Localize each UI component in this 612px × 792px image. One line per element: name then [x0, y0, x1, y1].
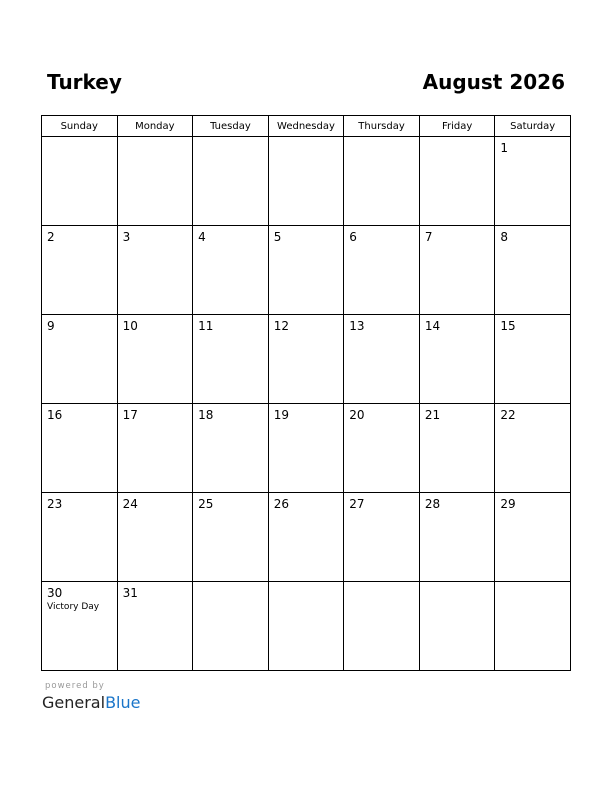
- day-cell: [117, 137, 193, 226]
- day-number: 18: [198, 408, 214, 422]
- day-cell: [495, 404, 571, 493]
- brand-general-text: General: [42, 693, 106, 712]
- week-row: [42, 137, 571, 226]
- day-cell: [117, 582, 193, 671]
- day-cell: [117, 493, 193, 582]
- day-cell: [344, 493, 420, 582]
- day-cell: [344, 315, 420, 404]
- day-number: 29: [500, 497, 516, 511]
- day-number: [495, 582, 570, 585]
- week-row: [42, 404, 571, 493]
- day-cell: [193, 315, 269, 404]
- day-cell: [193, 404, 269, 493]
- day-cell: [193, 137, 269, 226]
- day-cell: [419, 226, 495, 315]
- day-number: 9: [47, 319, 55, 333]
- weekday-header: Saturday: [495, 116, 571, 137]
- calendar-grid: [41, 115, 571, 671]
- day-cell: [193, 493, 269, 582]
- day-cell: [42, 582, 118, 671]
- day-number: 3: [122, 230, 131, 244]
- day-cell: [268, 226, 344, 315]
- country-title: Turkey: [47, 70, 122, 94]
- day-number: 21: [424, 408, 441, 422]
- day-number: [344, 582, 419, 585]
- day-cell: [42, 137, 118, 226]
- day-number: 19: [273, 408, 289, 422]
- day-cell: [42, 315, 118, 404]
- week-row: [42, 315, 571, 404]
- day-cell: [344, 137, 420, 226]
- day-number: 28: [424, 497, 441, 511]
- day-number: 1: [500, 141, 509, 155]
- day-number: 22: [500, 408, 516, 422]
- day-cell: [419, 137, 495, 226]
- day-cell: [42, 226, 118, 315]
- day-cell: [268, 315, 344, 404]
- day-number: 31: [122, 586, 138, 600]
- day-number: 24: [122, 497, 138, 511]
- day-number: 27: [349, 497, 365, 511]
- day-number: 8: [500, 230, 509, 244]
- day-number: [193, 582, 268, 585]
- day-cell: [117, 404, 193, 493]
- day-cell: [117, 315, 193, 404]
- day-cell: [344, 226, 420, 315]
- day-number: 6: [349, 230, 357, 244]
- day-number: 20: [349, 408, 365, 422]
- day-cell: [42, 493, 118, 582]
- generalblue-logo: [42, 693, 140, 712]
- weekday-header: Thursday: [344, 116, 420, 137]
- day-number: 4: [198, 230, 206, 244]
- day-cell: [495, 226, 571, 315]
- weekday-header-row: [42, 116, 571, 137]
- day-cell: [117, 226, 193, 315]
- day-cell: [344, 582, 420, 671]
- day-cell: [193, 582, 269, 671]
- day-cell: [419, 315, 495, 404]
- day-number: 30: [47, 586, 63, 600]
- weekday-header: Wednesday: [268, 116, 344, 137]
- brand-blue-text: Blue: [105, 693, 141, 712]
- day-number: 17: [122, 408, 138, 422]
- day-number: 26: [273, 497, 289, 511]
- day-cell: [419, 493, 495, 582]
- day-number: [269, 582, 344, 585]
- day-number: 25: [198, 497, 214, 511]
- day-cell: [268, 404, 344, 493]
- day-cell: [419, 582, 495, 671]
- weekday-header: Sunday: [42, 116, 118, 137]
- weekday-header: Tuesday: [193, 116, 269, 137]
- holiday-label: Victory Day: [47, 602, 100, 612]
- day-cell: [495, 315, 571, 404]
- day-number: 10: [122, 319, 138, 333]
- day-cell: [419, 404, 495, 493]
- day-number: 7: [424, 230, 433, 244]
- day-number: 16: [47, 408, 63, 422]
- day-number: [193, 137, 268, 140]
- day-number: 13: [349, 319, 365, 333]
- weekday-header: Friday: [419, 116, 495, 137]
- day-cell: [268, 137, 344, 226]
- footer-branding: [42, 681, 140, 712]
- calendar-header: [41, 70, 571, 100]
- day-number: [118, 137, 193, 140]
- powered-by-text: powered by: [45, 681, 105, 691]
- day-cell: [268, 493, 344, 582]
- day-number: 14: [424, 319, 441, 333]
- day-number: [269, 137, 344, 140]
- month-year-title: August 2026: [422, 70, 565, 94]
- day-number: 2: [47, 230, 55, 244]
- day-number: 11: [198, 319, 214, 333]
- day-number: [344, 137, 419, 140]
- week-row: [42, 226, 571, 315]
- week-row: [42, 582, 571, 671]
- day-cell: [42, 404, 118, 493]
- day-number: 12: [273, 319, 289, 333]
- day-cell: [495, 582, 571, 671]
- day-number: 15: [500, 319, 516, 333]
- day-cell: [344, 404, 420, 493]
- day-cell: [495, 137, 571, 226]
- day-cell: [268, 582, 344, 671]
- day-number: 5: [273, 230, 282, 244]
- weekday-header: Monday: [117, 116, 193, 137]
- day-number: 23: [47, 497, 63, 511]
- day-number: [42, 137, 117, 140]
- day-number: [420, 582, 495, 585]
- day-cell: [495, 493, 571, 582]
- week-row: [42, 493, 571, 582]
- day-number: [420, 137, 495, 140]
- day-cell: [193, 226, 269, 315]
